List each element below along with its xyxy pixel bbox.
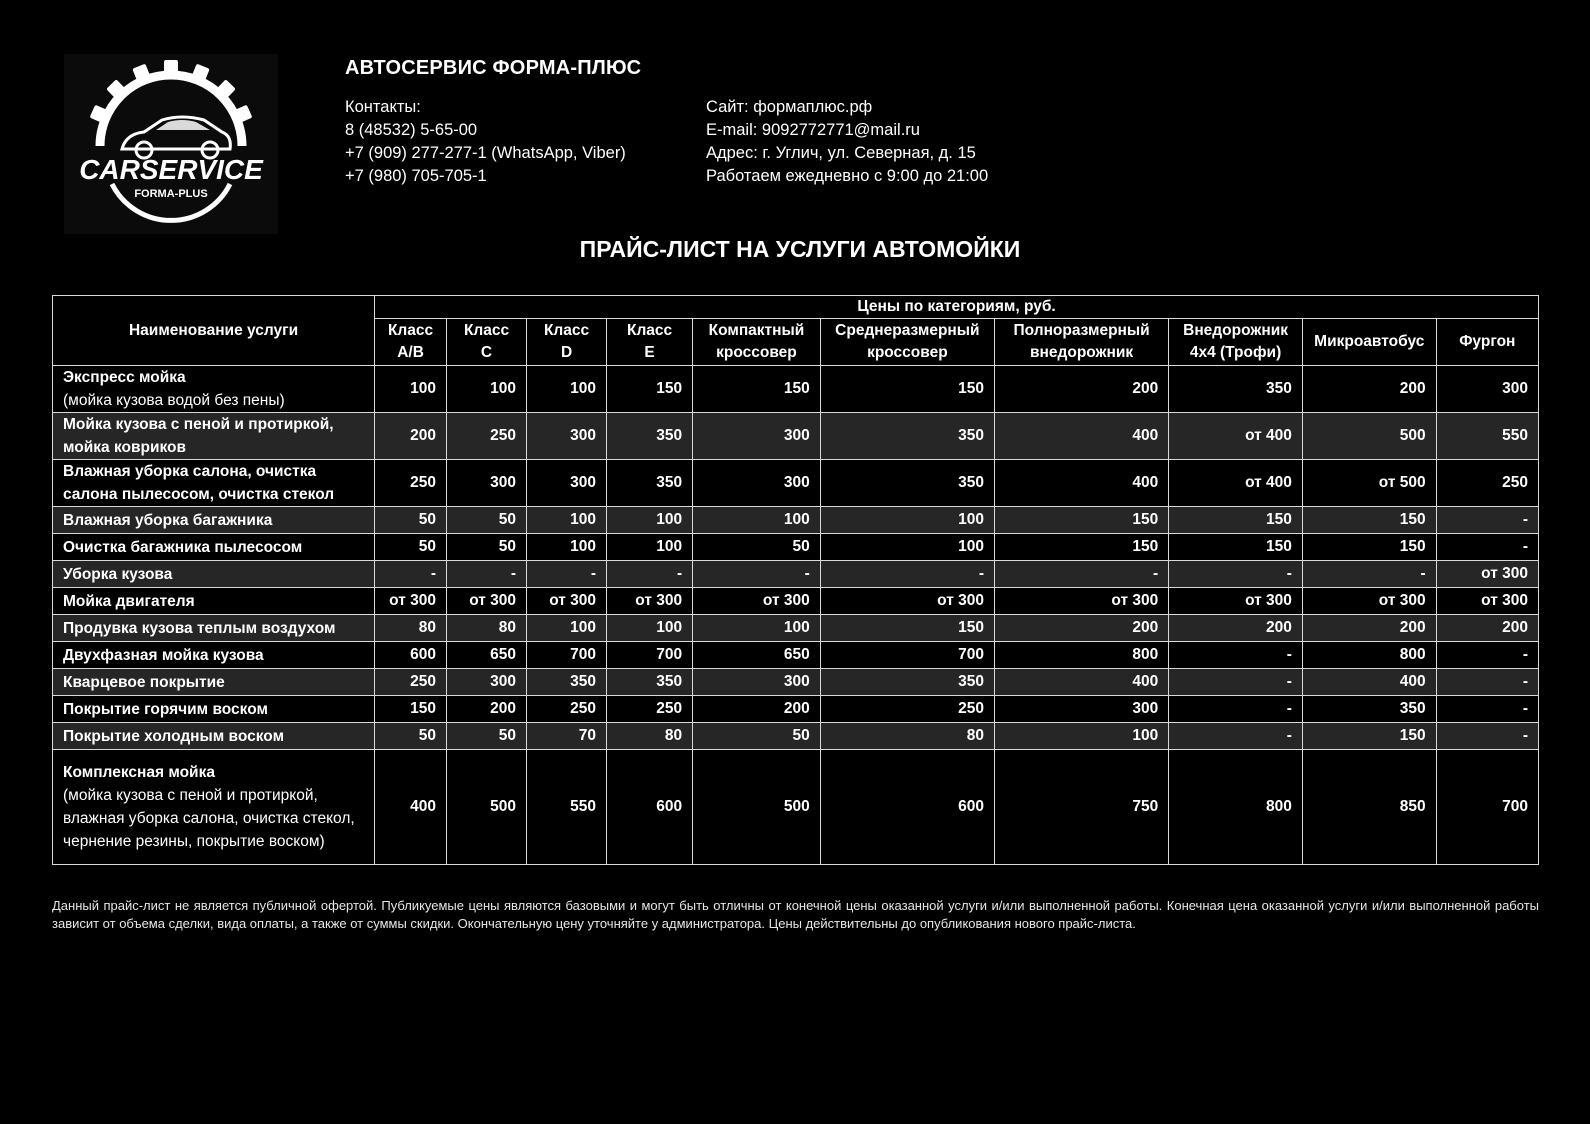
contacts-block-right [706,96,988,188]
price-cell: 150 [994,534,1168,561]
page-title: ПРАЙС-ЛИСТ НА УСЛУГИ АВТОМОЙКИ [579,236,1021,262]
price-cell: от 300 [1169,588,1303,615]
category-header-line: кроссовер [716,344,797,361]
price-cell: 600 [820,750,994,865]
service-name [53,534,375,561]
price-cell: 250 [1436,460,1538,507]
price-cell: 300 [447,669,527,696]
working-hours: Работаем ежедневно с 9:00 до 21:00 [706,167,989,185]
price-cell: от 300 [527,588,607,615]
price-cell: 800 [1169,750,1303,865]
service-title: Покрытие холодным воском [63,727,285,745]
website: Сайт: формаплюс.рф [706,98,873,116]
price-cell: 100 [820,507,994,534]
table-row [53,723,1539,750]
price-cell: 300 [693,669,821,696]
price-cell: 100 [447,366,527,413]
table-row [53,460,1539,507]
price-cell: от 400 [1169,460,1303,507]
price-cell: - [1436,669,1538,696]
category-header-line: Микроавтобус [1314,333,1425,350]
price-cell: 50 [447,723,527,750]
price-cell: 150 [994,507,1168,534]
price-cell: 250 [820,696,994,723]
category-header [1302,319,1436,366]
service-title: Влажная уборка салона, очистка салона пылесосом, очистка стекол [63,463,335,503]
category-header-line: Внедорожник [1183,322,1288,339]
price-cell: 150 [1302,507,1436,534]
price-cell: - [1169,696,1303,723]
price-cell: 350 [820,413,994,460]
price-cell: - [1169,669,1303,696]
price-cell: от 400 [1169,413,1303,460]
price-cell: 50 [375,534,447,561]
price-cell: 100 [527,534,607,561]
category-header-line: Класс [543,322,590,339]
table-row [53,507,1539,534]
price-cell: 500 [447,750,527,865]
service-name-header: Наименование услуги [53,296,375,366]
service-name [53,588,375,615]
service-title: Комплексная мойка [63,764,215,781]
price-cell: 50 [375,723,447,750]
category-header [994,319,1168,366]
price-cell: 200 [693,696,821,723]
price-cell: 200 [375,413,447,460]
price-cell: 70 [527,723,607,750]
table-row [53,750,1539,865]
price-cell: 350 [820,460,994,507]
price-cell: от 300 [447,588,527,615]
price-cell: 350 [1169,366,1303,413]
svg-text:FORMA-PLUS: FORMA-PLUS [134,188,208,200]
table-row [53,615,1539,642]
table-row [53,642,1539,669]
price-cell: 800 [994,642,1168,669]
price-cell: 250 [527,696,607,723]
table-row [53,588,1539,615]
email: E-mail: 9092772771@mail.ru [706,121,920,139]
price-cell: 200 [447,696,527,723]
price-cell: 250 [447,413,527,460]
service-name [53,615,375,642]
phone-1: 8 (48532) 5-65-00 [345,121,478,139]
category-header [607,319,693,366]
service-title: Двухфазная мойка кузова [63,646,264,664]
price-cell: 300 [693,460,821,507]
category-header-line: кроссовер [867,344,948,361]
price-cell: от 300 [1302,588,1436,615]
price-cell: 100 [527,615,607,642]
category-header-line: Фургон [1459,333,1516,350]
price-cell: 300 [1436,366,1538,413]
service-name [53,723,375,750]
service-title: Покрытие горячим воском [63,700,268,718]
price-cell: - [1436,534,1538,561]
contacts-block [345,96,626,188]
price-cell: 150 [820,615,994,642]
price-cell: 550 [527,750,607,865]
gear-car-logo-icon [64,54,278,234]
price-cell: - [1436,723,1538,750]
price-cell: 150 [375,696,447,723]
price-cell: 100 [693,507,821,534]
service-name [53,460,375,507]
price-cell: - [1169,642,1303,669]
price-cell: 300 [527,460,607,507]
price-cell: 650 [447,642,527,669]
price-cell: 600 [607,750,693,865]
price-cell: 150 [1302,534,1436,561]
price-cell: 400 [1302,669,1436,696]
price-cell: 100 [375,366,447,413]
price-cell: 200 [1169,615,1303,642]
price-cell: - [447,561,527,588]
price-cell: - [527,561,607,588]
category-header [693,319,821,366]
contacts-label: Контакты: [345,98,421,116]
price-cell: от 300 [693,588,821,615]
price-cell: 50 [693,534,821,561]
price-cell: 650 [693,642,821,669]
price-cell: 550 [1436,413,1538,460]
price-cell: 50 [447,534,527,561]
price-cell: 350 [1302,696,1436,723]
disclaimer: Данный прайс-лист не является публичной офертой. Публикуемые цены являются базовыми и могут быть отличны от конечной цены оказанной услуги и/или выполненной работы. Конечная цена оказанной услуги и/или выполненной работы зависит от объема сделки, вида оплаты, а также от суммы скидки. Окончательную цену уточняйте у администратора. Цены действительны до опубликования нового прайс-листа. [52,898,1539,931]
service-name [53,696,375,723]
price-cell: от 300 [1436,588,1538,615]
price-cell: от 300 [1436,561,1538,588]
price-cell: от 300 [375,588,447,615]
price-cell: 300 [994,696,1168,723]
service-title: Мойка кузова с пеной и протиркой, мойка ковриков [63,416,334,456]
category-header-line: E [644,344,655,361]
price-cell: 700 [607,642,693,669]
service-title: Мойка двигателя [63,592,195,610]
service-title: Продувка кузова теплым воздухом [63,619,336,637]
service-name [53,669,375,696]
price-cell: 50 [375,507,447,534]
service-title: Уборка кузова [63,565,173,583]
service-name [53,750,375,865]
price-cell: 80 [607,723,693,750]
price-cell: 350 [607,413,693,460]
price-cell: 150 [693,366,821,413]
price-cell: 500 [693,750,821,865]
price-cell: от 300 [607,588,693,615]
price-cell: - [607,561,693,588]
price-cell: 400 [994,460,1168,507]
svg-text:CARSERVICE: CARSERVICE [79,154,263,185]
price-cell: - [1169,561,1303,588]
category-header-line: 4х4 (Трофи) [1189,344,1282,361]
category-header-line: Класс [627,322,673,339]
price-cell: 300 [447,460,527,507]
price-cell: 80 [375,615,447,642]
price-cell: 100 [693,615,821,642]
price-cell: 250 [375,460,447,507]
price-cell: 350 [820,669,994,696]
price-group-header: Цены по категориям, руб. [375,296,1539,319]
price-table [52,295,1539,865]
price-cell: от 500 [1302,460,1436,507]
service-name [53,642,375,669]
table-row [53,696,1539,723]
price-table-body [53,366,1539,865]
table-row [53,669,1539,696]
price-cell: - [1169,723,1303,750]
category-header-line: A/B [397,344,424,361]
price-cell: - [1436,507,1538,534]
price-cell: - [1302,561,1436,588]
category-header-line: Класс [463,322,510,339]
category-header [1169,319,1303,366]
service-name [53,366,375,413]
service-name [53,507,375,534]
price-cell: 400 [375,750,447,865]
category-header-line: Среднеразмерный [835,322,980,339]
price-cell: 200 [994,366,1168,413]
category-header-line: Полноразмерный [1013,322,1150,339]
price-cell: 350 [607,669,693,696]
price-cell: 50 [693,723,821,750]
price-cell: 150 [607,366,693,413]
price-cell: от 300 [994,588,1168,615]
price-cell: - [820,561,994,588]
price-cell: 850 [1302,750,1436,865]
price-cell: - [693,561,821,588]
price-cell: 100 [607,507,693,534]
price-cell: 100 [994,723,1168,750]
service-title: Кварцевое покрытие [63,673,225,691]
company-logo [64,54,278,234]
table-row [53,534,1539,561]
price-cell: 150 [1169,507,1303,534]
phone-3: +7 (980) 705-705-1 [345,167,487,185]
price-cell: 100 [607,615,693,642]
price-cell: - [1436,696,1538,723]
service-description: (мойка кузова с пеной и протиркой, влажная уборка салона, очистка стекол, чернение резины, покрытие воском) [63,787,355,850]
price-cell: 700 [1436,750,1538,865]
price-cell: 700 [527,642,607,669]
phone-2: +7 (909) 277-277-1 (WhatsApp, Viber) [345,144,626,162]
category-header [820,319,994,366]
price-cell: 150 [1302,723,1436,750]
price-cell: - [1436,642,1538,669]
price-cell: 200 [1302,615,1436,642]
category-header [1436,319,1538,366]
service-title: Влажная уборка багажника [63,511,273,529]
price-cell: 400 [994,413,1168,460]
table-row [53,413,1539,460]
price-cell: 400 [994,669,1168,696]
category-header-line: Класс [387,322,434,339]
price-cell: от 300 [820,588,994,615]
service-title: Экспресс мойка [63,369,186,386]
service-name [53,413,375,460]
price-cell: 500 [1302,413,1436,460]
category-header-line: внедорожник [1030,344,1134,361]
price-cell: 100 [607,534,693,561]
price-cell: 250 [607,696,693,723]
price-cell: 350 [607,460,693,507]
price-cell: 200 [1302,366,1436,413]
price-cell: 200 [994,615,1168,642]
address: Адрес: г. Углич, ул. Северная, д. 15 [706,144,976,162]
price-cell: 700 [820,642,994,669]
service-description: (мойка кузова водой без пены) [63,392,285,409]
category-header-line: C [480,344,493,361]
price-cell: 200 [1436,615,1538,642]
price-cell: 800 [1302,642,1436,669]
company-name: АВТОСЕРВИС ФОРМА-ПЛЮС [345,57,642,79]
price-cell: 100 [527,507,607,534]
price-cell: 100 [527,366,607,413]
service-name [53,561,375,588]
category-header [375,319,447,366]
table-row [53,561,1539,588]
price-cell: 600 [375,642,447,669]
price-cell: 80 [447,615,527,642]
price-cell: 300 [527,413,607,460]
price-cell: 300 [693,413,821,460]
price-cell: 150 [1169,534,1303,561]
price-cell: 50 [447,507,527,534]
price-cell: - [375,561,447,588]
price-cell: 100 [820,534,994,561]
category-header-line: D [560,344,573,361]
price-cell: 80 [820,723,994,750]
category-header [527,319,607,366]
price-cell: - [994,561,1168,588]
price-cell: 350 [527,669,607,696]
category-header [447,319,527,366]
price-cell: 250 [375,669,447,696]
category-header-line: Компактный [708,322,805,339]
price-cell: 150 [820,366,994,413]
table-row [53,366,1539,413]
price-cell: 750 [994,750,1168,865]
service-title: Очистка багажника пылесосом [63,538,303,556]
